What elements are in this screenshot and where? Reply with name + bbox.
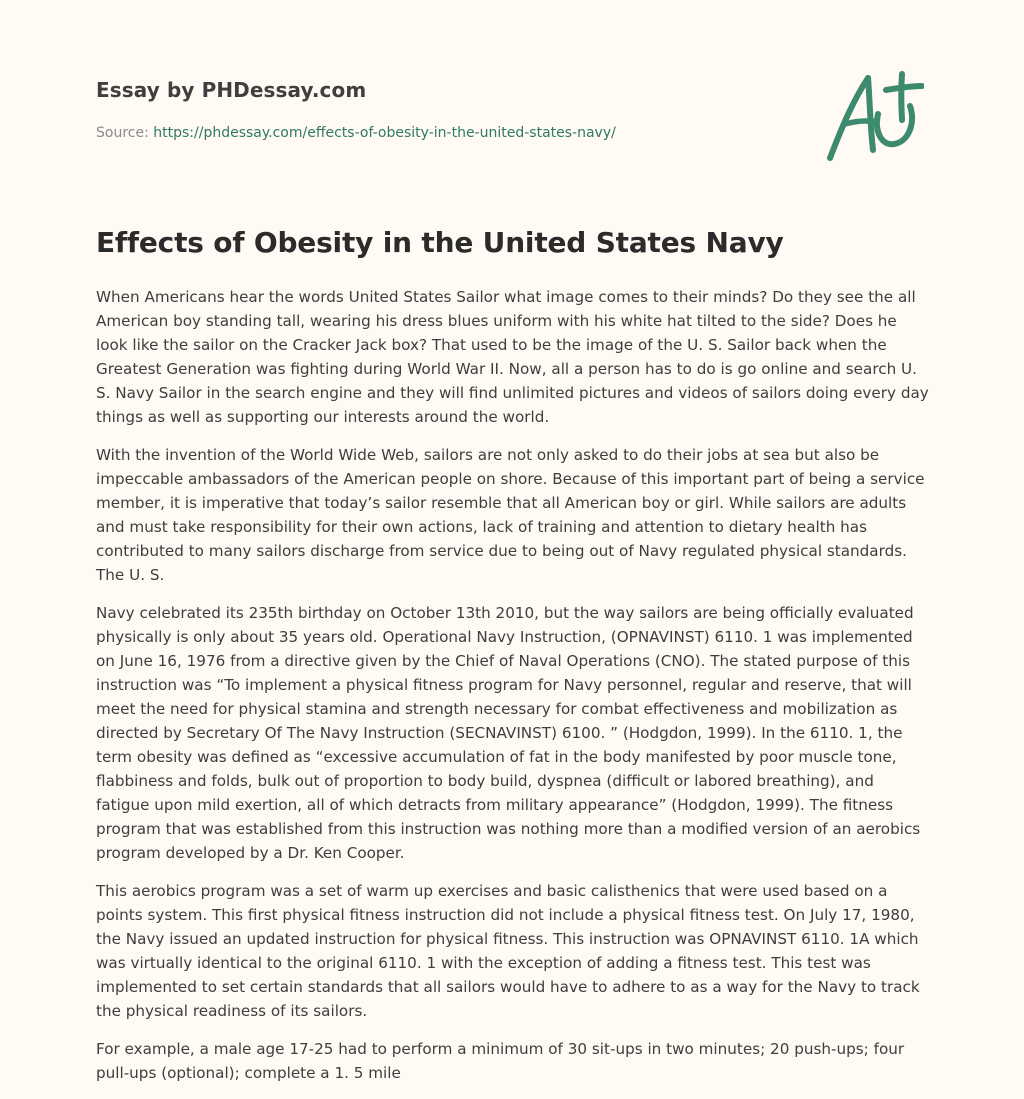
essay-title: Effects of Obesity in the United States Navy xyxy=(96,226,784,259)
page-header xyxy=(96,0,928,190)
essay-paragraph: For example, a male age 17-25 had to perform a minimum of 30 sit-ups in two minutes; 20 push-ups; four pull-ups (optional); complete a 1. 5 mile xyxy=(96,1040,905,1082)
source-label: Source: xyxy=(96,125,154,141)
site-title: Essay by PHDessay.com xyxy=(96,78,367,102)
a-plus-logo-icon xyxy=(818,66,924,164)
source-link[interactable]: https://phdessay.com/effects-of-obesity-in-the-united-states-navy/ xyxy=(153,125,616,141)
source-line xyxy=(96,125,616,141)
essay-paragraph: When Americans hear the words United States Sailor what image comes to their minds? Do they see the all American boy standing tall, wearing his dress blues uniform with his white hat tilted to the side? Does he look like the sailor on the Cracker Jack box? That used to be the image of the U. S. Sailor back when the Greatest Generation was fighting during World War II. Now, all a person has to do is go online and search U. S. Navy Sailor in the search engine and they will find unlimited pictures and videos of sailors doing every day things as well as supporting our interests around the world. xyxy=(96,288,929,426)
essay-paragraph: With the invention of the World Wide Web, sailors are not only asked to do their jobs at sea but also be impeccable ambassadors of the American people on shore. Because of this important part of being a service member, it is imperative that today’s sailor resemble that all American boy or girl. While sailors are adults and must take responsibility for their own actions, lack of training and attention to dietary health has contributed to many sailors discharge from service due to being out of Navy regulated physical standards. The U. S. xyxy=(96,446,925,584)
essay-paragraph: This aerobics program was a set of warm up exercises and basic calisthenics that were used based on a points system. This first physical fitness instruction did not include a physical fitness test. On July 17, 1980, the Navy issued an updated instruction for physical fitness. This instruction was OPNAVINST 6110. 1A which was virtually identical to the original 6110. 1 with the exception of adding a fitness test. This test was implemented to set certain standards that all sailors would have to adhere to as a way for the Navy to track the physical readiness of its sailors. xyxy=(96,882,920,1020)
essay-body xyxy=(96,285,930,1099)
essay-page xyxy=(96,0,929,1082)
essay-paragraph: Navy celebrated its 235th birthday on October 13th 2010, but the way sailors are being officially evaluated physically is only about 35 years old. Operational Navy Instruction, (OPNAVINST) 6110. 1 was implemented on June 16, 1976 from a directive given by the Chief of Naval Operations (CNO). The stated purpose of this instruction was “To implement a physical fitness program for Navy personnel, regular and reserve, that will meet the need for physical stamina and strength necessary for combat effectiveness and mobilization as directed by Secretary Of The Navy Instruction (SECNAVINST) 6100. ” (Hodgdon, 1999). In the 6110. 1, the term obesity was defined as “excessive accumulation of fat in the body manifested by poor muscle tone, flabbiness and folds, bulk out of proportion to body build, dyspnea (difficult or labored breathing), and fatigue upon mild exertion, all of which detracts from military appearance” (Hodgdon, 1999). The fitness program that was established from this instruction was nothing more than a modified version of an aerobics program developed by a Dr. Ken Cooper. xyxy=(96,604,921,862)
